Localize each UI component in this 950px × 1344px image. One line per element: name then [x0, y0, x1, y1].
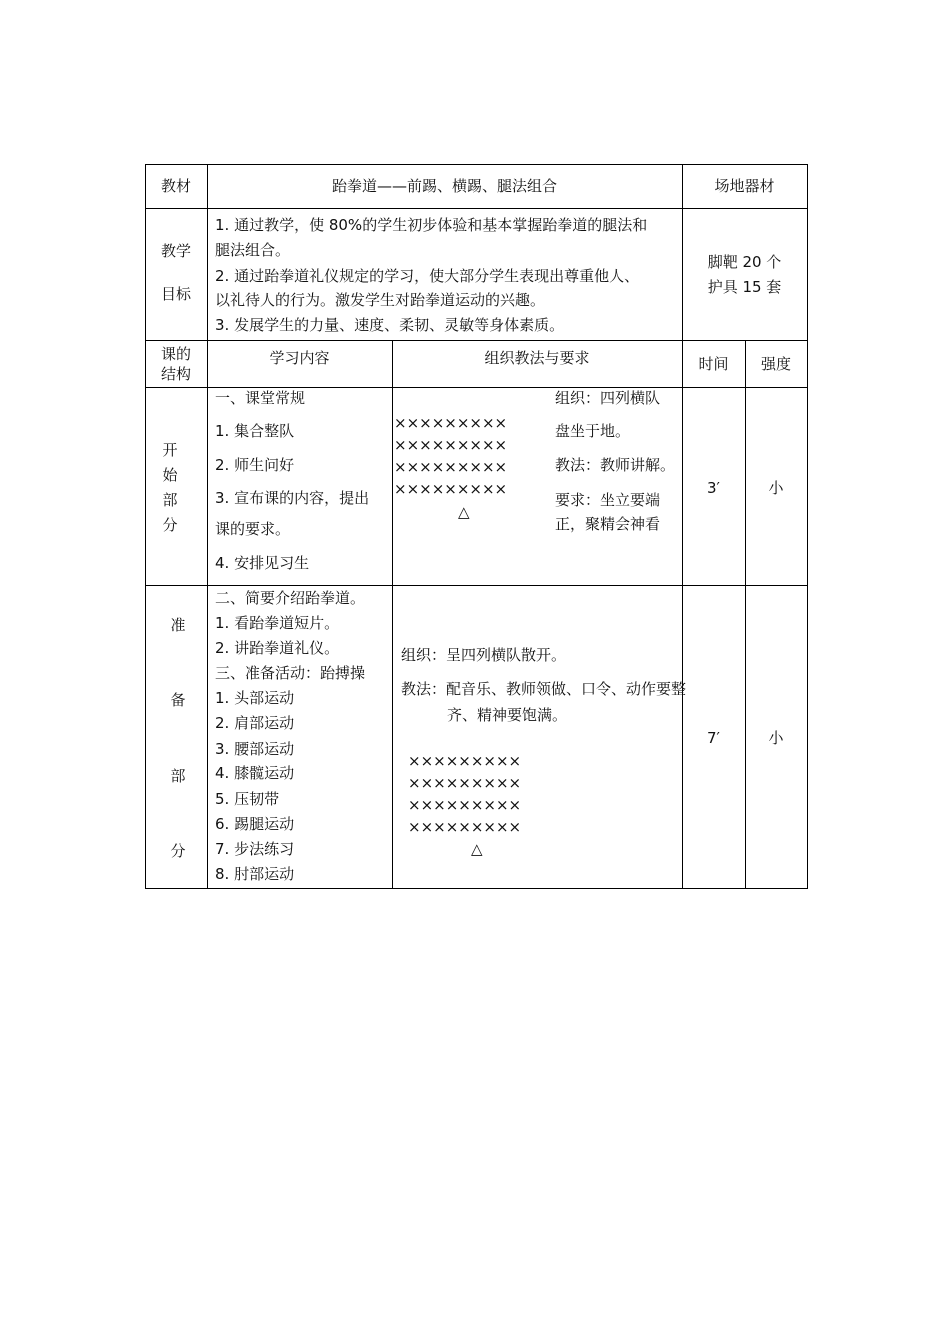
start-content-line: 一、课堂常规: [215, 389, 306, 407]
objectives-label-line2: 目标: [160, 285, 191, 303]
start-content-line: 课的要求。: [215, 520, 291, 538]
objective-line: 以礼待人的行为。激发学生对跆拳道运动的兴趣。: [215, 291, 546, 309]
start-content-line: 2. 师生问好: [215, 456, 295, 474]
row-divider: [145, 585, 808, 586]
objective-line: 2. 通过跆拳道礼仪规定的学习，使大部分学生表现出尊重他人、: [215, 267, 640, 285]
table-border-top: [145, 164, 808, 165]
start-content-line: 3. 宣布课的内容，提出: [215, 489, 370, 507]
time-column-header: 时间: [698, 355, 729, 373]
prep-section-label: 分: [170, 842, 186, 860]
start-method-line: 要求：坐立要端: [555, 491, 661, 509]
prep-formation: [408, 750, 521, 838]
objective-line: 腿法组合。: [215, 241, 291, 259]
header-textbook-label: 教材: [160, 177, 191, 195]
teacher-mark: △: [458, 503, 470, 521]
equipment-item: 脚靶 20 个: [707, 253, 782, 271]
prep-method-teaching: 教法：配音乐、教师领做、口令、动作要整: [401, 680, 687, 698]
prep-time: 7′: [707, 729, 720, 747]
formation-row: ×××××××××: [394, 414, 508, 432]
prep-method-teaching: 齐、精神要饱满。: [447, 706, 568, 724]
table-border-right: [807, 164, 808, 889]
start-method-line: 组织：四列横队: [555, 389, 661, 407]
prep-content-line: 4. 膝髋运动: [215, 764, 295, 782]
table-border-bottom: [145, 888, 808, 889]
column-divider: [745, 340, 746, 889]
prep-content-line: 2. 肩部运动: [215, 714, 295, 732]
method-column-header: 组织教法与要求: [484, 349, 590, 367]
objective-line: 1. 通过教学，使 80%的学生初步体验和基本掌握跆拳道的腿法和: [215, 216, 648, 234]
formation-row: ×××××××××: [394, 436, 508, 454]
column-divider: [207, 164, 208, 889]
start-time: 3′: [707, 479, 720, 497]
prep-content-line: 5. 压韧带: [215, 790, 280, 808]
prep-section-label: 准: [170, 616, 186, 634]
prep-content-line: 1. 头部运动: [215, 689, 295, 707]
formation-row: ×××××××××: [394, 480, 508, 498]
start-method-line: 教法：教师讲解。: [555, 456, 676, 474]
prep-content-line: 三、准备活动：跆搏操: [215, 664, 366, 682]
structure-label-line2: 结构: [160, 365, 191, 383]
content-column-header: 学习内容: [269, 349, 330, 367]
intensity-column-header: 强度: [760, 355, 791, 373]
start-content-line: 1. 集合整队: [215, 422, 295, 440]
equipment-item: 护具 15 套: [707, 278, 782, 296]
start-section-label: 始: [162, 466, 178, 484]
prep-content-line: 3. 腰部运动: [215, 740, 295, 758]
header-equipment-label: 场地器材: [714, 177, 775, 195]
prep-content-line: 6. 踢腿运动: [215, 815, 295, 833]
formation-row: ×××××××××: [408, 818, 522, 836]
prep-content-line: 二、简要介绍跆拳道。: [215, 589, 366, 607]
row-divider: [145, 340, 808, 341]
formation-row: ×××××××××: [408, 774, 522, 792]
start-method-line: 盘坐于地。: [555, 422, 631, 440]
start-formation: [394, 412, 507, 500]
lesson-title: 跆拳道——前踢、横踢、腿法组合: [331, 177, 557, 195]
prep-section-label: 部: [170, 767, 186, 785]
column-divider: [682, 164, 683, 889]
formation-row: ×××××××××: [408, 752, 522, 770]
objectives-label-line1: 教学: [160, 242, 191, 260]
start-section-label: 开: [162, 441, 178, 459]
prep-content-line: 1. 看跆拳道短片。: [215, 614, 340, 632]
teacher-mark: △: [471, 840, 483, 858]
table-border-left: [145, 164, 146, 889]
row-divider: [145, 208, 808, 209]
start-method-line: 正，聚精会神看: [555, 515, 661, 533]
prep-content-line: 2. 讲跆拳道礼仪。: [215, 639, 340, 657]
prep-method-organization: 组织：呈四列横队散开。: [401, 646, 567, 664]
structure-label-line1: 课的: [160, 345, 191, 363]
start-section-label: 分: [162, 516, 178, 534]
prep-content-line: 8. 肘部运动: [215, 865, 295, 883]
formation-row: ×××××××××: [394, 458, 508, 476]
start-content-line: 4. 安排见习生: [215, 554, 310, 572]
prep-intensity: 小: [768, 729, 784, 747]
formation-row: ×××××××××: [408, 796, 522, 814]
start-intensity: 小: [768, 479, 784, 497]
column-divider: [392, 340, 393, 889]
prep-content-line: 7. 步法练习: [215, 840, 295, 858]
start-section-label: 部: [162, 491, 178, 509]
prep-section-label: 备: [170, 691, 186, 709]
objective-line: 3. 发展学生的力量、速度、柔韧、灵敏等身体素质。: [215, 316, 565, 334]
